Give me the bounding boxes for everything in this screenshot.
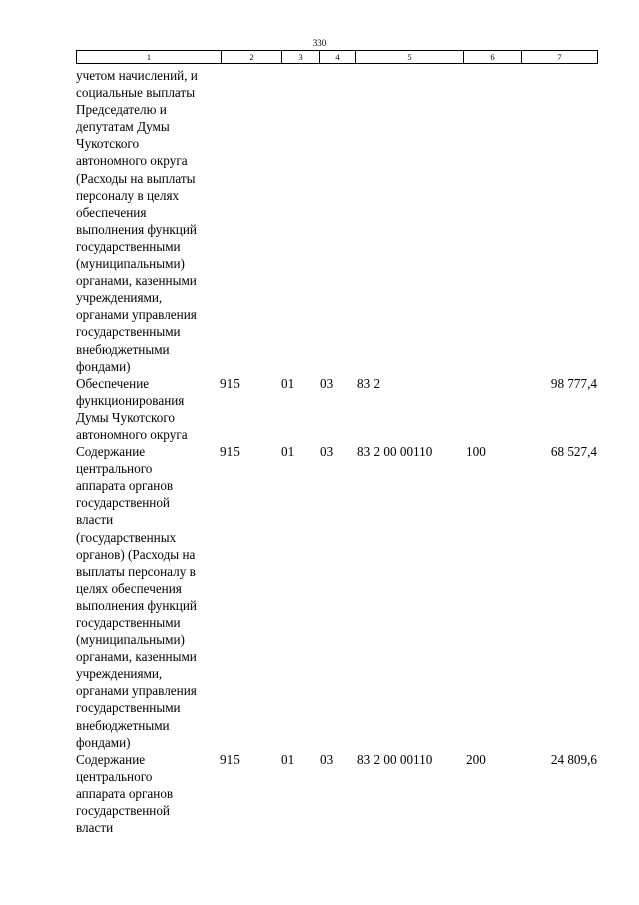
row-name: Обеспечение функционирования Думы Чукотского автономного округа <box>76 375 188 442</box>
row-section-code: 01 <box>281 751 295 767</box>
row-ved-code: 915 <box>220 751 240 767</box>
header-col-6: 6 <box>464 51 522 64</box>
table-body <box>76 67 597 836</box>
column-number-header <box>76 50 598 64</box>
row-ved-code: 915 <box>220 375 240 391</box>
page-number: 330 <box>312 38 327 48</box>
header-col-1: 1 <box>77 51 222 64</box>
row-section-code: 01 <box>281 444 295 460</box>
header-col-7: 7 <box>522 51 598 64</box>
row-amount: 68 527,4 <box>550 444 597 460</box>
row-subsection-code: 03 <box>320 375 334 391</box>
row-name: учетом начислений, и социальные выплаты Председателю и депутатам Думы Чукотского автономного округа (Расходы на выплаты персоналу в целях обеспечения выполнения функций государственными (муниципальными) органами, казенными учреждениями, органами управления государственными внебюджетными фондами) <box>76 68 198 374</box>
header-row <box>77 51 598 64</box>
row-subsection-code: 03 <box>320 751 334 767</box>
table-row <box>76 67 597 375</box>
row-target-item-code: 83 2 00 00110 <box>357 751 433 767</box>
row-ved-code: 915 <box>220 444 240 460</box>
table-row <box>76 375 597 443</box>
row-expense-type-code: 100 <box>466 444 486 460</box>
table-row <box>76 443 597 751</box>
header-col-3: 3 <box>282 51 320 64</box>
row-section-code: 01 <box>281 375 295 391</box>
row-name: Содержание центрального аппарата органов государственной власти <box>76 751 174 836</box>
row-target-item-code: 83 2 <box>357 375 381 391</box>
row-amount: 24 809,6 <box>550 751 597 767</box>
row-amount: 98 777,4 <box>550 375 597 391</box>
row-target-item-code: 83 2 00 00110 <box>357 444 433 460</box>
row-subsection-code: 03 <box>320 444 334 460</box>
header-col-2: 2 <box>222 51 282 64</box>
header-col-5: 5 <box>356 51 464 64</box>
header-col-4: 4 <box>320 51 356 64</box>
table-row <box>76 751 597 836</box>
row-expense-type-code: 200 <box>466 751 486 767</box>
row-name: Содержание центрального аппарата органов государственной власти (государственных органов) (Расходы на выплаты персоналу в целях обеспечения выполнения функций государственными (муниципальными) органами, казенными учреждениями, органами управления государственными внебюджетными фондами) <box>76 444 197 750</box>
